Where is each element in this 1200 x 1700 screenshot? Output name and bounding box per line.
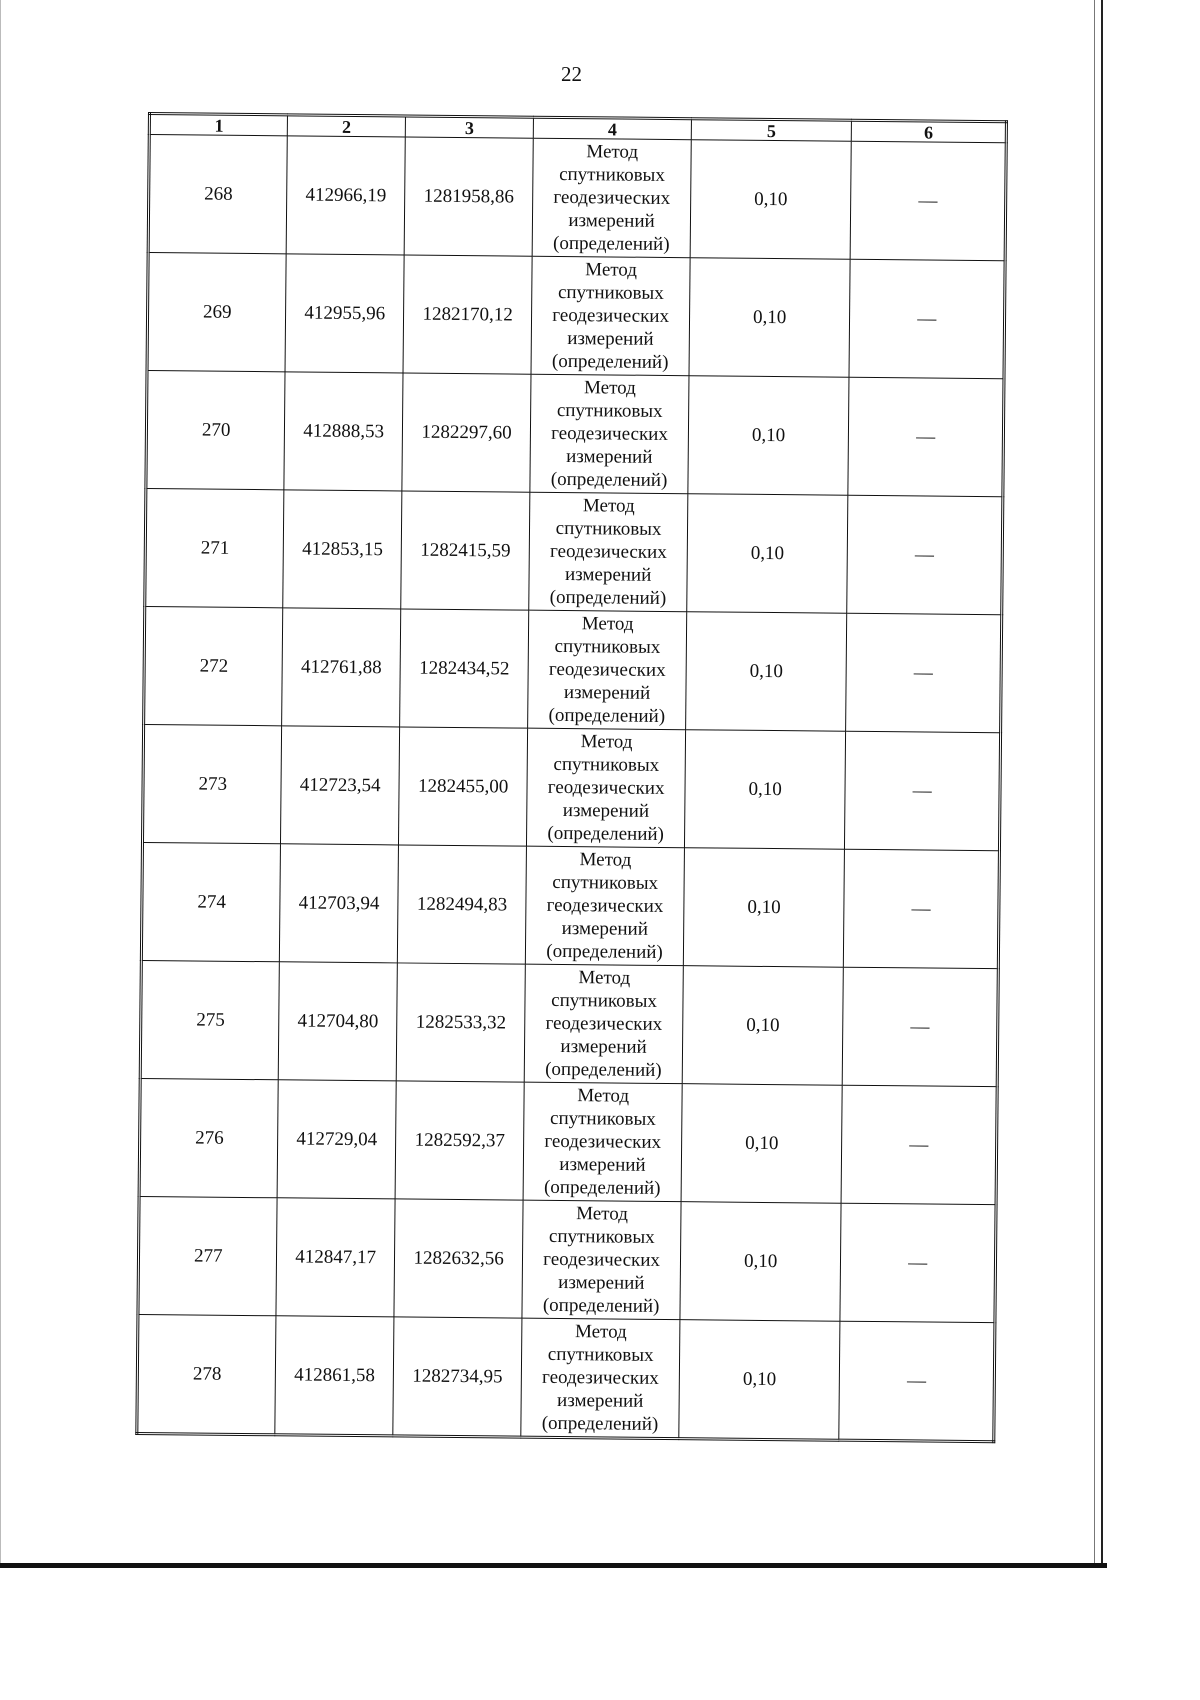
accuracy-cell: 0,10 (679, 1320, 841, 1441)
point-number-cell: 278 (137, 1314, 277, 1434)
method-line: спутниковых (551, 989, 658, 1012)
method-line: спутниковых (557, 281, 664, 304)
page-number: 22 (561, 62, 582, 86)
method-line: измерений (567, 328, 654, 350)
method-cell (527, 728, 686, 848)
header-col-5: 5 (691, 119, 852, 142)
point-number-cell: 270 (146, 371, 286, 490)
coordinate-x-cell: 412729,04 (278, 1080, 397, 1199)
method-line: геодезических (542, 1366, 659, 1389)
coordinate-y-cell: 1282170,12 (403, 255, 533, 374)
description-cell: — (840, 1203, 996, 1322)
accuracy-cell: 0,10 (683, 848, 845, 968)
method-line: спутниковых (554, 635, 661, 658)
coordinate-y-cell: 1282434,52 (399, 609, 529, 728)
method-line: измерений (561, 918, 649, 940)
header-col-3: 3 (405, 116, 534, 138)
method-cell (532, 138, 691, 258)
description-cell: — (847, 495, 1003, 614)
method-line: (определений) (552, 232, 670, 256)
method-line: (определений) (546, 940, 663, 963)
accuracy-cell: 0,10 (687, 494, 849, 614)
table-row (138, 1196, 996, 1322)
description-cell: — (849, 259, 1005, 378)
description-cell: — (844, 849, 1000, 968)
description-cell: — (843, 967, 999, 1086)
method-line: геодезических (548, 658, 666, 681)
point-number-cell: 274 (141, 842, 281, 961)
coordinate-x-cell: 412853,15 (283, 490, 402, 609)
method-line: (определений) (550, 468, 668, 492)
method-cell (525, 964, 684, 1084)
method-line: Метод (583, 377, 636, 399)
method-line: геодезических (547, 776, 665, 799)
accuracy-cell: 0,10 (685, 612, 847, 732)
coordinate-x-cell: 412723,54 (281, 726, 400, 845)
method-line: (определений) (542, 1294, 660, 1317)
point-number-cell: 268 (148, 135, 288, 254)
coordinate-y-cell: 1282533,32 (396, 963, 526, 1082)
table-row (145, 488, 1003, 614)
method-line: геодезических (544, 1130, 662, 1153)
coordinate-x-cell: 412966,19 (287, 136, 406, 255)
method-cell (522, 1200, 681, 1320)
scan-edge-bottom (0, 1563, 1107, 1568)
table-row (141, 842, 999, 968)
method-line: (определений) (551, 350, 669, 374)
method-line: геодезических (543, 1248, 661, 1271)
method-line: спутниковых (547, 1343, 654, 1366)
scan-edge-left (0, 0, 1, 1568)
header-col-1: 1 (149, 114, 288, 136)
point-number-cell: 271 (145, 488, 285, 607)
coordinate-x-cell: 412704,80 (279, 962, 398, 1081)
point-number-cell: 273 (142, 724, 282, 843)
accuracy-cell: 0,10 (680, 1202, 842, 1322)
method-line: Метод (585, 259, 638, 281)
method-line: (определений) (549, 586, 667, 609)
method-line: (определений) (545, 1058, 662, 1081)
method-line: (определений) (547, 822, 665, 845)
point-number-cell: 276 (139, 1078, 279, 1197)
scan-edge-right-inner (1094, 0, 1095, 1568)
header-col-6: 6 (852, 120, 1007, 142)
description-cell: — (846, 613, 1002, 732)
coordinate-y-cell: 1282734,95 (393, 1317, 523, 1437)
method-line: Метод (581, 613, 634, 635)
table-row (146, 371, 1004, 497)
coordinate-x-cell: 412955,96 (285, 254, 404, 373)
method-line: Метод (586, 141, 639, 163)
coordinate-x-cell: 412761,88 (282, 608, 401, 727)
description-cell: — (839, 1321, 995, 1441)
method-line: геодезических (546, 894, 664, 917)
coordinate-x-cell: 412847,17 (276, 1198, 395, 1317)
method-cell (531, 256, 690, 376)
method-line: измерений (556, 1389, 644, 1412)
scan-edge-right (1101, 0, 1103, 1568)
description-cell: — (845, 731, 1001, 850)
method-line: (определений) (548, 704, 666, 727)
method-line: спутниковых (555, 517, 662, 540)
table-row (139, 1078, 997, 1204)
method-line: спутниковых (556, 399, 663, 422)
method-line: Метод (574, 1321, 627, 1343)
method-line: Метод (582, 495, 635, 517)
point-number-cell: 269 (147, 253, 287, 372)
method-line: измерений (566, 446, 653, 468)
method-line: спутниковых (549, 1107, 656, 1130)
method-line: измерений (562, 800, 650, 822)
method-line: геодезических (545, 1012, 663, 1035)
description-cell: — (848, 377, 1004, 496)
coordinate-y-cell: 1282632,56 (394, 1199, 524, 1318)
method-line: геодезических (552, 304, 670, 328)
method-line: измерений (560, 1036, 647, 1058)
point-number-cell: 275 (140, 960, 280, 1079)
method-line: Метод (577, 1085, 630, 1107)
method-line: измерений (564, 564, 652, 586)
method-cell (530, 374, 689, 494)
method-cell (526, 846, 685, 966)
coordinate-y-cell: 1281958,86 (404, 137, 534, 256)
method-line: геодезических (551, 422, 668, 446)
method-line: (определений) (543, 1176, 661, 1199)
method-line: Метод (578, 967, 631, 989)
accuracy-cell: 0,10 (684, 730, 846, 850)
table-body (137, 135, 1006, 1442)
point-number-cell: 272 (144, 606, 284, 725)
point-number-cell: 277 (138, 1196, 278, 1315)
coordinate-x-cell: 412888,53 (284, 372, 403, 491)
method-line: геодезических (549, 540, 667, 563)
method-line: измерений (568, 210, 655, 232)
accuracy-cell: 0,10 (681, 1084, 843, 1204)
method-line: измерений (563, 682, 651, 704)
coordinate-y-cell: 1282592,37 (395, 1081, 525, 1200)
method-line: Метод (579, 849, 632, 871)
method-line: спутниковых (552, 871, 659, 894)
accuracy-cell: 0,10 (689, 258, 851, 378)
description-cell: — (841, 1085, 997, 1204)
method-line: измерений (559, 1153, 646, 1176)
coordinate-y-cell: 1282494,83 (397, 845, 527, 964)
method-line: Метод (576, 1203, 629, 1225)
method-cell (523, 1082, 682, 1202)
table-row (137, 1314, 995, 1441)
method-line: геодезических (553, 186, 671, 210)
coordinates-table (135, 112, 1008, 1443)
method-cell (521, 1318, 680, 1439)
table-row (142, 724, 1000, 850)
method-line: спутниковых (553, 753, 660, 776)
table-row (144, 606, 1002, 732)
method-line: (определений) (541, 1412, 659, 1435)
method-cell (528, 610, 687, 730)
header-col-2: 2 (288, 115, 406, 137)
description-cell: — (851, 141, 1007, 260)
coordinate-y-cell: 1282297,60 (402, 373, 532, 492)
accuracy-cell: 0,10 (688, 376, 850, 496)
table-row (140, 960, 998, 1086)
accuracy-cell: 0,10 (690, 140, 852, 260)
method-line: Метод (580, 731, 633, 753)
header-col-4: 4 (534, 117, 692, 140)
accuracy-cell: 0,10 (682, 966, 844, 1086)
method-line: спутниковых (559, 163, 665, 186)
table-row (148, 135, 1006, 261)
method-line: измерений (558, 1271, 645, 1294)
coordinate-x-cell: 412703,94 (280, 844, 399, 963)
method-line: спутниковых (548, 1225, 655, 1248)
method-cell (529, 492, 688, 612)
coordinate-y-cell: 1282415,59 (401, 491, 531, 610)
coordinate-y-cell: 1282455,00 (398, 727, 528, 846)
table-row (147, 253, 1005, 379)
coordinate-x-cell: 412861,58 (275, 1316, 394, 1436)
